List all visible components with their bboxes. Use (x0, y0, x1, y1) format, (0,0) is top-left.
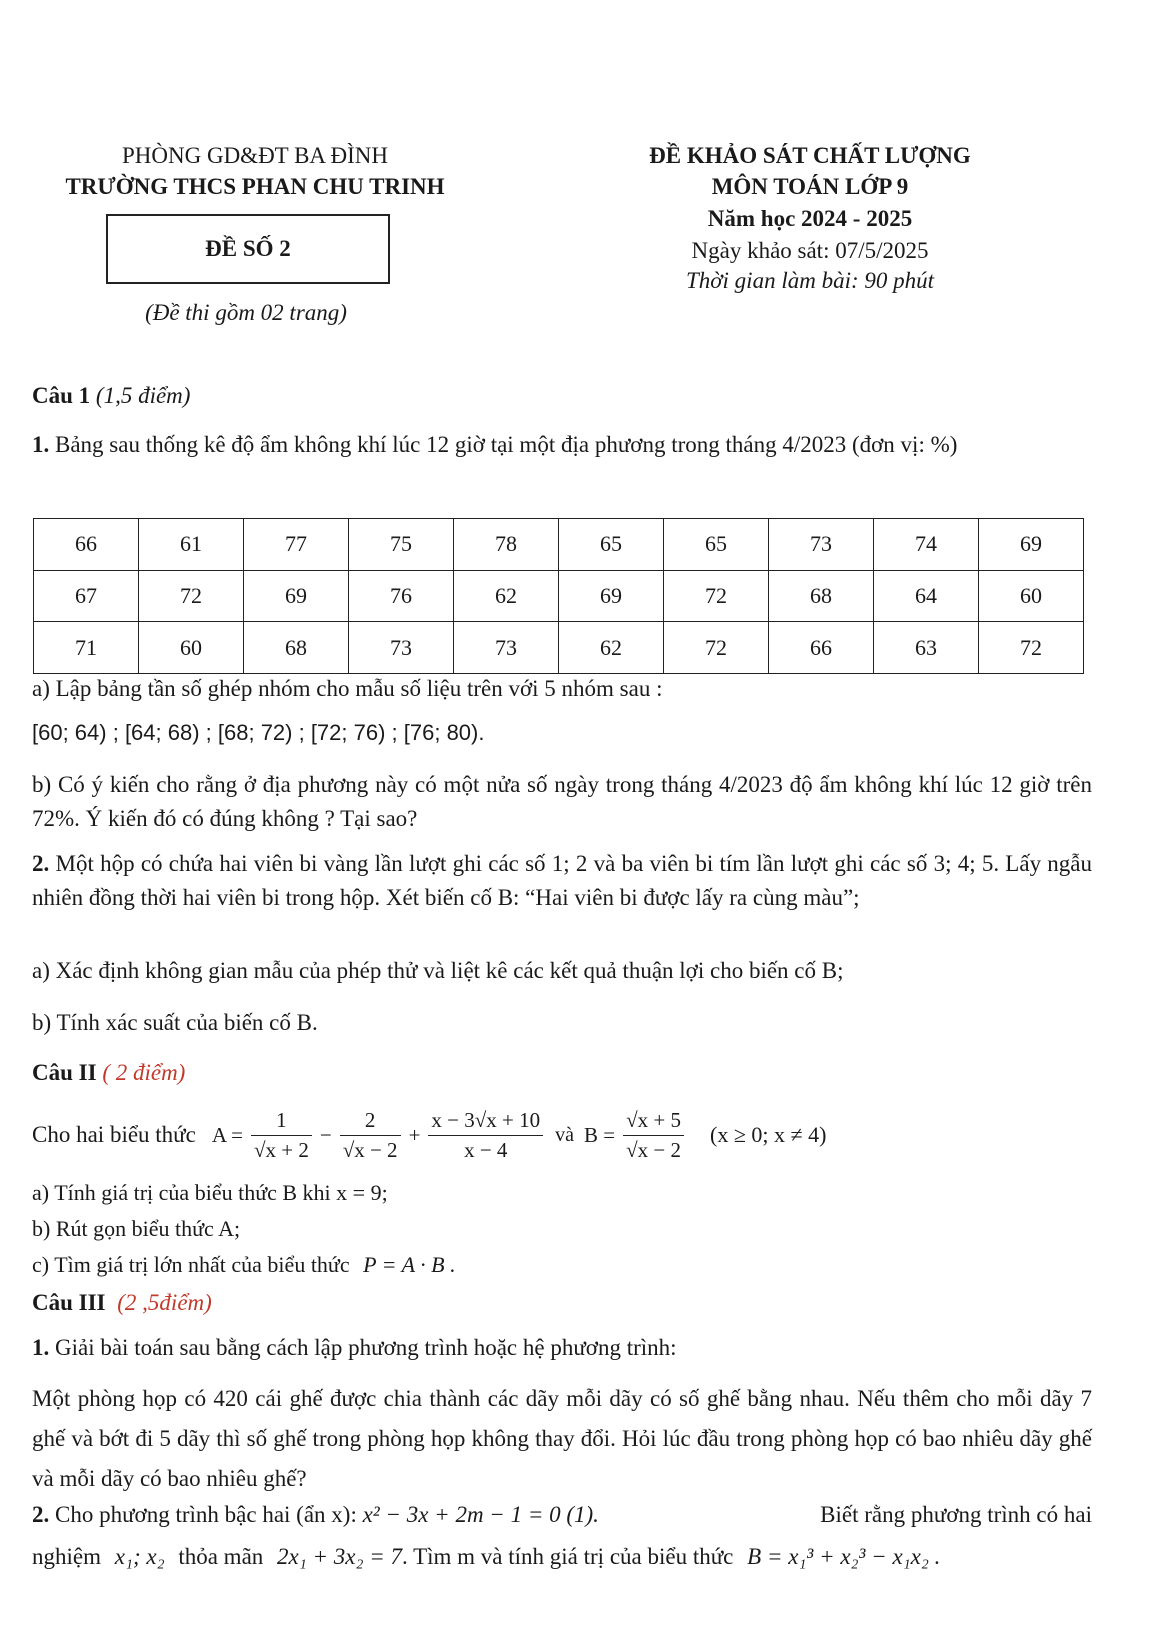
school-year: Năm học 2024 - 2025 (707, 206, 913, 231)
plus-sign: + (408, 1122, 421, 1147)
q3-part2-ask: . Tìm m và tính giá trị của biểu thức (401, 1544, 734, 1569)
subject-title: MÔN TOÁN LỚP 9 (711, 174, 909, 199)
exam-code-box (106, 214, 390, 284)
exam-code: ĐỀ SỐ 2 (205, 236, 291, 261)
q1-part2 (32, 847, 1092, 915)
table-cell: 67 (34, 570, 139, 622)
q2-part-a: a) Tính giá trị của biểu thức B khi x = 9; (32, 1180, 388, 1205)
q3-part2-expression-b: B = x₁³ + x₂³ − x₁x₂ . (747, 1544, 941, 1569)
q3-part2-roots: x₁; x₂ (114, 1544, 165, 1569)
exam-duration: Thời gian làm bài: 90 phút (685, 268, 935, 293)
q2-part-c-expression: P = A · B . (363, 1252, 456, 1277)
q2-part-c-text: c) Tìm giá trị lớn nhất của biểu thức (32, 1252, 350, 1277)
table-cell: 72 (664, 570, 769, 622)
question-2-points: ( 2 điểm) (102, 1060, 186, 1085)
expr-b-fraction (623, 1108, 684, 1163)
q1-part1 (32, 428, 1092, 462)
question-2-title: Câu II (32, 1060, 97, 1085)
question-1-title: Câu 1 (32, 383, 91, 408)
table-cell: 65 (664, 519, 769, 571)
q3-part2-condition: 2x₁ + 3x₂ = 7 (277, 1544, 402, 1569)
q3-part2-number: 2. (32, 1502, 50, 1527)
table-cell: 73 (454, 622, 559, 674)
expr-a-fraction-2-denominator: √x − 2 (342, 1137, 398, 1162)
expr-b-lhs: B = (584, 1122, 616, 1147)
expr-a-lhs: A = (211, 1122, 243, 1147)
q3-part2-line2 (32, 1544, 940, 1570)
q1-part1-number: 1. (32, 432, 50, 457)
table-cell: 73 (769, 519, 874, 571)
table-cell: 66 (34, 519, 139, 571)
q2-expressions (32, 1100, 826, 1170)
table-row (34, 519, 1084, 571)
question-3-heading (32, 1290, 212, 1316)
expr-a-fraction-1-numerator: 1 (251, 1108, 312, 1136)
expr-a-fraction-1 (251, 1108, 312, 1163)
table-cell: 69 (244, 570, 349, 622)
table-row (34, 570, 1084, 622)
expr-b-fraction-denominator: √x − 2 (626, 1137, 681, 1162)
table-cell: 73 (349, 622, 454, 674)
table-cell: 69 (559, 570, 664, 622)
q3-part1-text: Giải bài toán sau bằng cách lập phương trình hoặc hệ phương trình: (55, 1335, 677, 1360)
q1-part2-a: a) Xác định không gian mẫu của phép thử và liệt kê các kết quả thuận lợi cho biến cố B; (32, 958, 844, 983)
q1-groups: [60; 64) ; [64; 68) ; [68; 72) ; [72; 76) ; [76; 80). (32, 720, 485, 745)
expr-a-fraction-2-numerator: 2 (340, 1108, 401, 1136)
table-cell: 75 (349, 519, 454, 571)
expr-a-fraction-3 (428, 1108, 543, 1163)
question-1-heading (32, 383, 190, 409)
table-row (34, 622, 1084, 674)
q3-part1-number: 1. (32, 1335, 50, 1360)
table-cell: 76 (349, 570, 454, 622)
q1-part1-a: a) Lập bảng tần số ghép nhóm cho mẫu số liệu trên với 5 nhóm sau : (32, 676, 663, 701)
and-word: và (555, 1123, 575, 1146)
table-cell: 61 (139, 519, 244, 571)
q2-intro: Cho hai biểu thức (32, 1122, 196, 1147)
q1-part2-number: 2. (32, 851, 50, 876)
table-cell: 69 (979, 519, 1084, 571)
table-cell: 68 (769, 570, 874, 622)
humidity-table (33, 518, 1084, 674)
question-3-points: (2 ,5điểm) (117, 1290, 212, 1315)
q3-part2-text: Biết rằng phương trình có hai (820, 1502, 1092, 1527)
expr-a-fraction-2 (340, 1108, 401, 1163)
table-cell: 72 (139, 570, 244, 622)
table-cell: 60 (979, 570, 1084, 622)
question-2-heading (32, 1060, 185, 1086)
q2-part-b: b) Rút gọn biểu thức A; (32, 1216, 241, 1241)
q3-part2-line1 (32, 1502, 1092, 1528)
q3-part2-equation: x² − 3x + 2m − 1 = 0 (1). (362, 1502, 599, 1527)
department-name: PHÒNG GD&ĐT BA ĐÌNH (121, 143, 388, 168)
domain-condition: (x ≥ 0; x ≠ 4) (710, 1122, 827, 1147)
expr-a-fraction-3-numerator: x − 3√x + 10 (428, 1108, 543, 1136)
minus-sign: − (319, 1122, 332, 1147)
table-cell: 74 (874, 519, 979, 571)
table-cell: 66 (769, 622, 874, 674)
table-cell: 78 (454, 519, 559, 571)
expr-a-fraction-3-denominator: x − 4 (464, 1137, 508, 1162)
expr-b-fraction-numerator: √x + 5 (623, 1108, 684, 1136)
table-cell: 63 (874, 622, 979, 674)
q3-part1 (32, 1335, 677, 1361)
table-cell: 68 (244, 622, 349, 674)
table-cell: 77 (244, 519, 349, 571)
exam-date: Ngày khảo sát: 07/5/2025 (691, 238, 929, 263)
q2-part-c (32, 1252, 456, 1278)
pages-note: (Đề thi gồm 02 trang) (145, 300, 347, 325)
q1-part2-text: Một hộp có chứa hai viên bi vàng lần lượt ghi các số 1; 2 và ba viên bi tím lần lượt ghi các số 3; 4; 5. Lấy ngẫu nhiên đồng thời hai viên bi trong hộp. Xét biến cố B: “Hai viên bi được lấy ra cùng màu”; (32, 851, 1093, 910)
q1-part1-text: Bảng sau thống kê độ ẩm không khí lúc 12 giờ tại một địa phương trong tháng 4/2023 (đơn vị: %) (55, 432, 958, 457)
question-3-title: Câu III (32, 1290, 106, 1315)
table-cell: 65 (559, 519, 664, 571)
q3-part2-intro: Cho phương trình bậc hai (ẩn x): (55, 1502, 357, 1527)
exam-title: ĐỀ KHẢO SÁT CHẤT LƯỢNG (649, 143, 971, 168)
q3-part1-problem: Một phòng họp có 420 cái ghế được chia thành các dãy mỗi dãy có số ghế bằng nhau. Nếu thêm cho mỗi dãy 7 ghế và bớt đi 5 dãy thì số ghế trong phòng họp không thay đổi. Hỏi lúc đầu trong phòng họp có bao nhiêu dãy ghế và mỗi dãy có bao nhiêu ghế? (32, 1386, 1092, 1491)
table-cell: 71 (34, 622, 139, 674)
school-name: TRƯỜNG THCS PHAN CHU TRINH (65, 174, 445, 199)
q3-part2-satisfy: thỏa mãn (178, 1544, 264, 1569)
table-cell: 60 (139, 622, 244, 674)
table-cell: 64 (874, 570, 979, 622)
q1-part2-b: b) Tính xác suất của biến cố B. (32, 1010, 318, 1035)
table-cell: 72 (664, 622, 769, 674)
q1-part1-b: b) Có ý kiến cho rằng ở địa phương này có một nửa số ngày trong tháng 4/2023 độ ẩm không khí lúc 12 giờ trên 72%. Ý kiến đó có đúng không ? Tại sao? (32, 772, 1092, 831)
table-cell: 62 (559, 622, 664, 674)
q3-part2-roots-label: nghiệm (32, 1544, 101, 1569)
table-cell: 72 (979, 622, 1084, 674)
table-cell: 62 (454, 570, 559, 622)
expr-a-fraction-1-denominator: √x + 2 (253, 1137, 309, 1162)
question-1-points: (1,5 điểm) (95, 383, 191, 408)
